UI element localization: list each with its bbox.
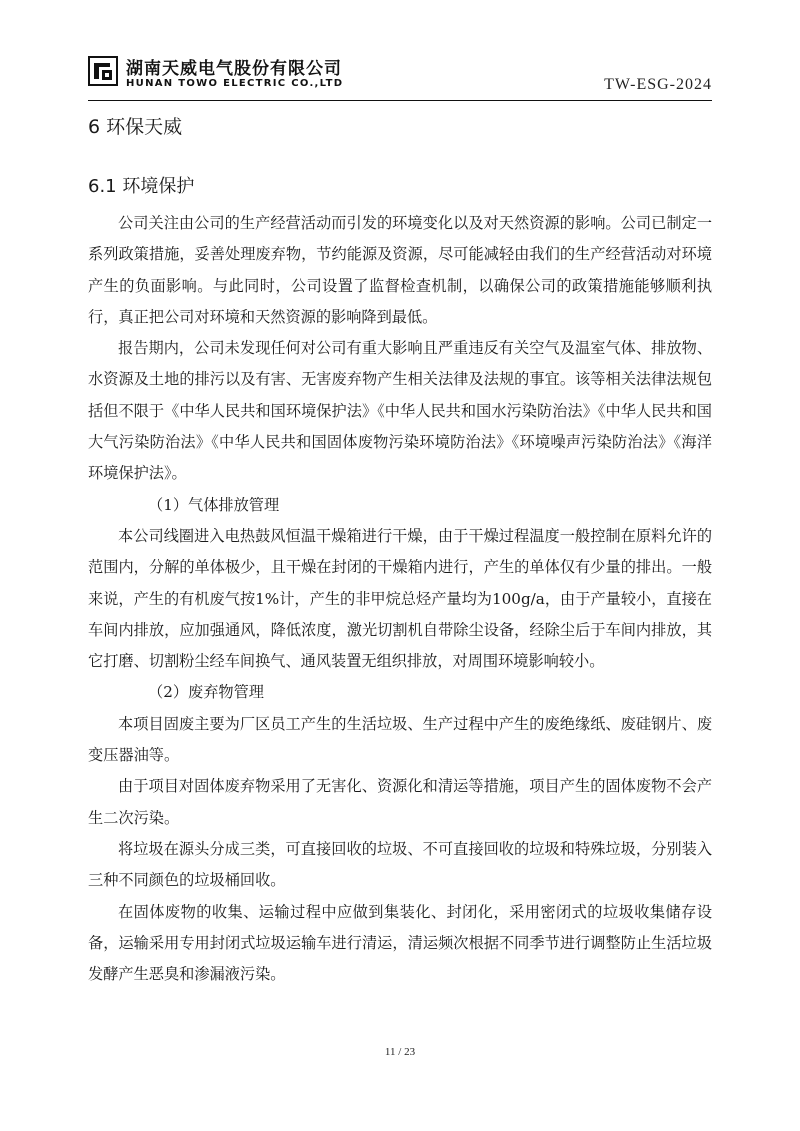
page-number: 11 / 23	[384, 1046, 416, 1058]
paragraph: 报告期内，公司未发现任何对公司有重大影响且严重违反有关空气及温室气体、排放物、水资源及土地的排污以及有害、无害废弃物产生相关法律及法规的事宜。该等相关法律法规包括但不限于《中华人民共和国环境保护法》《中华人民共和国水污染防治法》《中华人民共和国大气污染防治法》《中华人民共和国固体废物污染环境防治法》《环境噪声污染防治法》《海洋环境保护法》。	[88, 339, 712, 483]
body-text	[88, 208, 712, 990]
paragraph: 将垃圾在源头分成三类，可直接回收的垃圾、不可直接回收的垃圾和特殊垃圾，分别装入三种不同颜色的垃圾桶回收。	[88, 839, 712, 890]
section-title: 6 环保天威	[88, 116, 183, 138]
subheading-gas-emission	[88, 490, 712, 521]
paragraph: 本项目固废主要为厂区员工产生的生活垃圾、生产过程中产生的废绝缘纸、废硅钢片、废变压器油等。	[88, 714, 712, 765]
subheading-number: （2）	[148, 683, 189, 702]
paragraph: 本公司线圈进入电热鼓风恒温干燥箱进行干燥，由于干燥过程温度一般控制在原料允许的范围内，分解的单体极少，且干燥在封闭的干燥箱内进行，产生的单体仅有少量的排出。一般来说，产生的有机废气按1%计，产生的非甲烷总烃产量均为100g/a，由于产量较小，直接在车间内排放，应加强通风，降低浓度，激光切割机自带除尘设备，经除尘后于车间内排放，其它打磨、切割粉尘经车间换气、通风装置无组织排放，对周围环境影响较小。	[88, 526, 712, 671]
paragraph: 由于项目对固体废弃物采用了无害化、资源化和清运等措施，项目产生的固体废物不会产生二次污染。	[88, 777, 712, 827]
company-logo-icon	[88, 56, 118, 86]
subheading-number: （1）	[148, 495, 189, 514]
subheading-label: 气体排放管理	[188, 495, 280, 514]
paragraph: 在固体废物的收集、运输过程中应做到集装化、封闭化，采用密闭式的垃圾收集储存设备，运输采用专用封闭式垃圾运输车进行清运，清运频次根据不同季节进行调整防止生活垃圾发酵产生恶臭和渗漏液污染。	[88, 902, 712, 984]
subsection-title: 6.1 环境保护	[88, 176, 195, 197]
subheading-waste-management	[88, 677, 712, 708]
company-name-en: HUNAN TOWO ELECTRIC CO.,LTD	[126, 78, 344, 89]
document-code: TW-ESG-2024	[604, 76, 712, 93]
paragraph: 公司关注由公司的生产经营活动而引发的环境变化以及对天然资源的影响。公司已制定一系列政策措施，妥善处理废弃物，节约能源及资源，尽可能减轻由我们的生产经营活动对环境产生的负面影响。与此同时，公司设置了监督检查机制，以确保公司的政策措施能够顺利执行，真正把公司对环境和天然资源的影响降到最低。	[88, 214, 712, 326]
company-name-cn: 湖南天威电气股份有限公司	[126, 59, 342, 79]
page-header	[88, 56, 712, 100]
header-divider	[88, 100, 712, 101]
subheading-label: 废弃物管理	[188, 683, 264, 702]
